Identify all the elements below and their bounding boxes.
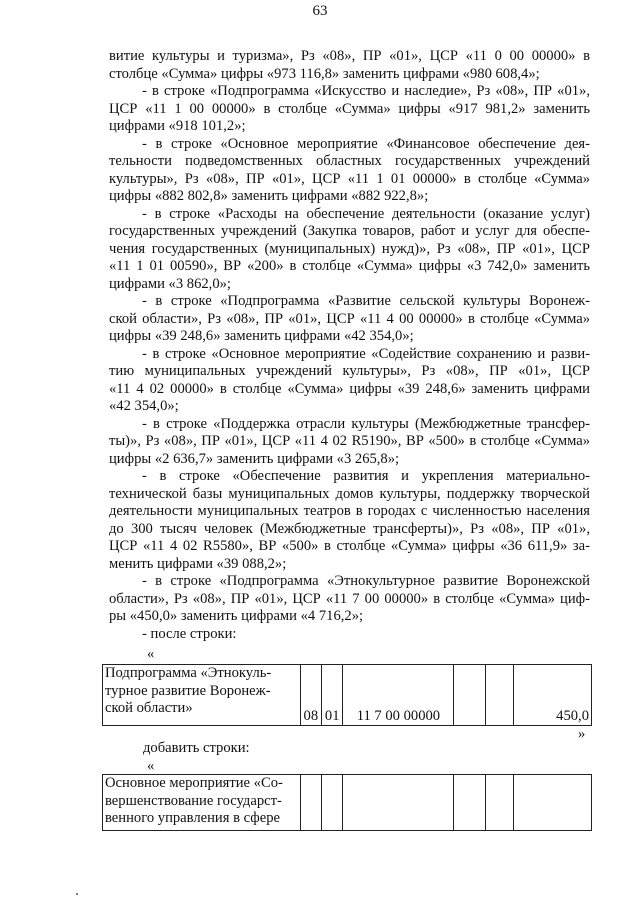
text-line: культуры», Рз «08», ПР «01», ЦСР «11 1 01 00000» в столбце «Сумма» (109, 170, 590, 187)
text-line: цифрами «3 862,0»; (109, 275, 231, 292)
row-name-line: венного управления в сфере (105, 810, 280, 826)
add-rows-label: добавить строки: (143, 740, 250, 756)
text-line: до 300 тысяч человек (Межбюджетные трансферты)», Рз «08», ПР «01», (109, 520, 590, 537)
text-line: государственных учреждений (Закупка товаров, работ и услуг для обеспе- (109, 223, 590, 239)
text-line: - в строке «Подпрограмма «Этнокультурное развитие Воронежской (142, 573, 590, 589)
text-line: - после строки: (142, 625, 237, 642)
text-line: «11 1 01 00590», ВР «200» в столбце «Сумма» цифры «3 742,0» заменить (109, 258, 590, 274)
row-name-line: вершенствование государст- (105, 792, 282, 809)
pr-cell: 01 (322, 665, 343, 726)
csr-cell (343, 775, 454, 831)
text-line: ской области», Рз «08», ПР «01», ЦСР «11 4 00 00000» в столбце «Сумма» (109, 310, 590, 327)
text-line: «11 4 02 00000» в столбце «Сумма» цифры «39 248,6» заменить цифрами (109, 380, 590, 397)
text-line: - в строке «Поддержка отрасли культуры (Межбюджетные трансфер- (142, 415, 590, 432)
rz-cell: 08 (300, 665, 321, 726)
scan-speck (76, 893, 78, 895)
text-line: «42 354,0»; (109, 398, 179, 414)
text-line: - в строке «Основное мероприятие «Финансовое обеспечение дея- (142, 135, 590, 152)
row-name-line: Основное мероприятие «Со- (105, 775, 283, 791)
page-number: 63 (312, 3, 328, 19)
row-name-cell (103, 665, 301, 726)
text-line: столбце «Сумма» цифры «973 116,8» заменить цифрами «980 608,4»; (109, 65, 540, 82)
text-line: цифры «2 636,7» заменить цифрами «3 265,8»; (109, 450, 400, 467)
text-line: ры «450,0» заменить цифрами «4 716,2»; (109, 608, 364, 624)
text-line: ЦСР «11 4 02 R5580», ВР «500» в столбце «Сумма» цифры «36 611,9» за- (109, 538, 590, 554)
document-body (109, 48, 590, 643)
text-line: - в строке «Обеспечение развития и укрепления материально- (142, 468, 590, 484)
opening-quote-2: « (147, 758, 155, 774)
text-line: - в строке «Расходы на обеспечение деятельности (оказание услуг) (142, 205, 590, 222)
table-fragment-main-activity (102, 774, 592, 831)
blank-cell (486, 775, 514, 831)
vr-cell (454, 775, 486, 831)
closing-quote: » (578, 726, 586, 742)
text-line: - в строке «Основное мероприятие «Содействие сохранению и разви- (142, 345, 590, 362)
text-line: цифры «39 248,6» заменить цифрами «42 354,0»; (109, 328, 414, 344)
text-line: ЦСР «11 1 00 00000» в столбце «Сумма» цифры «917 981,2» заменить (109, 100, 590, 117)
text-line: цифрами «918 101,2»; (109, 118, 246, 134)
text-line: витие культуры и туризма», Рз «08», ПР «01», ЦСР «11 0 00 00000» в (109, 48, 590, 64)
text-line: чения государственных (муниципальных) нужд)», Рз «08», ПР «01», ЦСР (109, 240, 590, 257)
text-line: цифры «882 802,8» заменить цифрами «882 922,8»; (109, 188, 429, 204)
vr-cell (454, 665, 486, 726)
text-line: технической базы муниципальных домов культуры, поддержку творческой (109, 485, 590, 502)
csr-cell: 11 7 00 00000 (343, 665, 454, 726)
sum-cell (513, 775, 591, 831)
opening-quote: « (147, 646, 155, 662)
row-name-cell (103, 775, 301, 831)
text-line: менить цифрами «39 088,2»; (109, 555, 287, 572)
text-line: деятельности муниципальных театров в городах с численностью населения (109, 503, 590, 519)
text-line: ты)», Рз «08», ПР «01», ЦСР «11 4 02 R5190», ВР «500» в столбце «Сумма» (109, 433, 590, 449)
table-fragment-subprogram (102, 664, 592, 726)
row-name-line: турное развитие Воронеж- (105, 682, 271, 699)
sum-cell: 450,0 (513, 665, 591, 726)
row-name-line: ской области» (105, 700, 193, 716)
blank-cell (486, 665, 514, 726)
text-line: - в строке «Подпрограмма «Развитие сельской культуры Воронеж- (142, 293, 590, 309)
text-line: - в строке «Подпрограмма «Искусство и наследие», Рз «08», ПР «01», (142, 83, 590, 99)
pr-cell (322, 775, 343, 831)
text-line: тию муниципальных учреждений культуры», Рз «08», ПР «01», ЦСР (109, 363, 590, 379)
text-line: области», Рз «08», ПР «01», ЦСР «11 7 00 00000» в столбце «Сумма» циф- (109, 590, 590, 607)
text-line: тельности подведомственных областных государственных учреждений (109, 153, 590, 169)
rz-cell (300, 775, 321, 831)
row-name-line: Подпрограмма «Этнокуль- (105, 665, 272, 681)
